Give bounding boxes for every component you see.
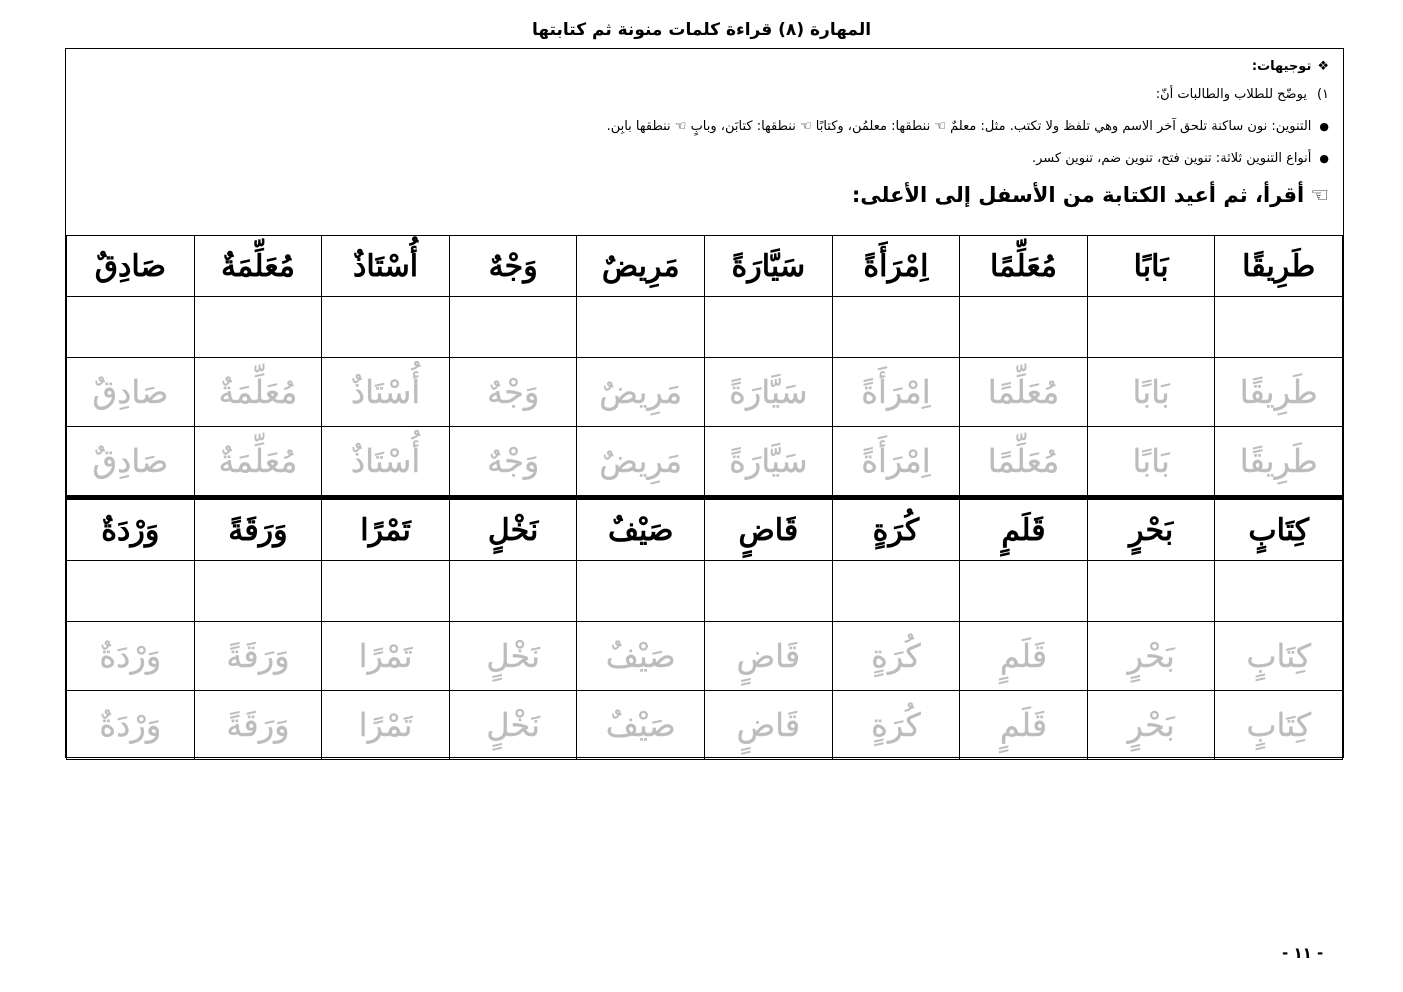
tracing-cell[interactable] xyxy=(322,427,450,498)
tracing-cell[interactable] xyxy=(449,622,577,691)
tracing-word: صَيْفٌ xyxy=(605,637,676,675)
word-cell: تَمْرًا xyxy=(322,498,450,561)
bullet-icon: ● xyxy=(1319,152,1329,165)
tracing-cell[interactable] xyxy=(960,358,1088,427)
tracing-cell[interactable] xyxy=(960,427,1088,498)
writing-cell[interactable] xyxy=(705,297,833,358)
word-cell: صَيْفٌ xyxy=(577,498,705,561)
tracing-word: مَرِيضٌ xyxy=(599,442,683,480)
tracing-cell[interactable] xyxy=(705,427,833,498)
tracing-cell[interactable] xyxy=(1087,427,1215,498)
word-cell: مُعَلِّمًا xyxy=(960,236,1088,297)
tracing-word: تَمْرًا xyxy=(358,637,413,675)
task-instruction xyxy=(80,181,1329,217)
tracing-cell[interactable] xyxy=(322,358,450,427)
tracing-word: اِمْرَأَةً xyxy=(861,373,931,411)
tracing-word: مَرِيضٌ xyxy=(599,373,683,411)
instructions-heading-text: توجيهات: xyxy=(1251,59,1312,74)
tracing-cell[interactable] xyxy=(194,427,322,498)
tracing-word: مُعَلِّمَةٌ xyxy=(218,442,298,480)
bullet-definition xyxy=(80,117,1329,149)
tracing-word: وَرَقَةً xyxy=(226,706,290,744)
writing-cell[interactable] xyxy=(322,297,450,358)
writing-cell[interactable] xyxy=(832,561,960,622)
item-number: ١) xyxy=(1316,87,1329,102)
tracing-word: سَيَّارَةً xyxy=(729,373,808,411)
tracing-cell[interactable] xyxy=(194,691,322,760)
writing-row xyxy=(67,561,1343,622)
page-title: المهارة (٨) قراءة كلمات منونة ثم كتابتها xyxy=(531,20,872,40)
tracing-cell[interactable] xyxy=(67,427,195,498)
tracing-row xyxy=(67,427,1343,498)
tracing-cell[interactable] xyxy=(705,622,833,691)
writing-row xyxy=(67,297,1343,358)
tracing-cell[interactable] xyxy=(577,427,705,498)
writing-cell[interactable] xyxy=(449,561,577,622)
tracing-word: بَابًا xyxy=(1132,373,1170,411)
tracing-word: مُعَلِّمًا xyxy=(987,442,1060,480)
word-cell: بَحْرٍ xyxy=(1087,498,1215,561)
tracing-cell[interactable] xyxy=(1087,622,1215,691)
tracing-cell[interactable] xyxy=(449,427,577,498)
tracing-cell[interactable] xyxy=(577,691,705,760)
instructions-heading xyxy=(80,57,1329,85)
tracing-word: نَخْلٍ xyxy=(486,637,541,675)
word-cell: وَجْهٌ xyxy=(449,236,577,297)
word-cell: طَرِيقًا xyxy=(1215,236,1343,297)
tracing-cell[interactable] xyxy=(194,358,322,427)
tracing-cell[interactable] xyxy=(960,691,1088,760)
tracing-word: أُسْتَاذٌ xyxy=(350,373,421,411)
word-cell: وَرَقَةً xyxy=(194,498,322,561)
word-cell: كِتَابٍ xyxy=(1215,498,1343,561)
tracing-cell[interactable] xyxy=(705,358,833,427)
writing-cell[interactable] xyxy=(832,297,960,358)
instruction-item xyxy=(80,85,1329,117)
tracing-cell[interactable] xyxy=(67,622,195,691)
word-cell: اِمْرَأَةً xyxy=(832,236,960,297)
tracing-word: وَرْدَةٌ xyxy=(99,706,162,744)
word-cell: مُعَلِّمَةٌ xyxy=(194,236,322,297)
tracing-cell[interactable] xyxy=(832,691,960,760)
tracing-word: نَخْلٍ xyxy=(486,706,541,744)
tracing-cell[interactable] xyxy=(832,358,960,427)
tracing-word: وَرَقَةً xyxy=(226,637,290,675)
tracing-word: طَرِيقًا xyxy=(1239,373,1318,411)
tracing-cell[interactable] xyxy=(577,358,705,427)
tracing-word: قَاضٍ xyxy=(736,706,801,744)
word-cell: بَابًا xyxy=(1087,236,1215,297)
tracing-word: كُرَةٍ xyxy=(871,637,921,675)
tracing-cell[interactable] xyxy=(449,358,577,427)
word-cell: نَخْلٍ xyxy=(449,498,577,561)
tracing-cell[interactable] xyxy=(322,691,450,760)
worksheet-frame xyxy=(65,48,1344,758)
writing-cell[interactable] xyxy=(960,561,1088,622)
tracing-word: مُعَلِّمًا xyxy=(987,373,1060,411)
word-cell: صَادِقٌ xyxy=(67,236,195,297)
tracing-word: طَرِيقًا xyxy=(1239,442,1318,480)
diamond-icon: ❖ xyxy=(1317,59,1329,74)
writing-cell[interactable] xyxy=(67,561,195,622)
tracing-word: قَاضٍ xyxy=(736,637,801,675)
tracing-word: بَابًا xyxy=(1132,442,1170,480)
bullet-definition-text: التنوين: نون ساكنة تلحق آخر الاسم وهي تلفظ ولا تكتب. مثل: معلمٌ ☜ ننطقها: معلمُن، وكتابًا ☜ ننطقها: كتابَن، وبابٍ ☜ ننطقها بابِن. xyxy=(606,119,1312,134)
writing-cell[interactable] xyxy=(960,297,1088,358)
bullet-types xyxy=(80,149,1329,181)
tracing-word: وَرْدَةٌ xyxy=(99,637,162,675)
tracing-word: اِمْرَأَةً xyxy=(861,442,931,480)
tracing-word: كُرَةٍ xyxy=(871,706,921,744)
bullet-types-text: أنواع التنوين ثلاثة: تنوين فتح، تنوين ضم، تنوين كسر. xyxy=(1032,151,1312,166)
word-cell: وَرْدَةٌ xyxy=(67,498,195,561)
tracing-word: صَادِقٌ xyxy=(92,442,169,480)
writing-cell[interactable] xyxy=(1215,297,1343,358)
tracing-word: كِتَابٍ xyxy=(1246,637,1312,675)
tracing-row xyxy=(67,622,1343,691)
item-text: يوضّح للطلاب والطالبات أنّ: xyxy=(1155,87,1307,102)
writing-cell[interactable] xyxy=(577,561,705,622)
tracing-cell[interactable] xyxy=(705,691,833,760)
word-cell: قَاضٍ xyxy=(705,498,833,561)
task-text: أقرأ، ثم أعيد الكتابة من الأسفل إلى الأعلى: xyxy=(851,183,1305,207)
tracing-word: أُسْتَاذٌ xyxy=(350,442,421,480)
word-cell: أُسْتَاذٌ xyxy=(322,236,450,297)
writing-cell[interactable] xyxy=(1087,561,1215,622)
writing-cell[interactable] xyxy=(1087,297,1215,358)
tracing-word: قَلَمٍ xyxy=(999,637,1048,675)
tracing-word: تَمْرًا xyxy=(358,706,413,744)
writing-cell[interactable] xyxy=(194,561,322,622)
bullet-icon: ● xyxy=(1319,120,1329,133)
tracing-word: بَحْرٍ xyxy=(1127,637,1175,675)
word-cell: قَلَمٍ xyxy=(960,498,1088,561)
writing-practice-table xyxy=(66,235,1343,760)
tracing-row xyxy=(67,358,1343,427)
tracing-cell[interactable] xyxy=(1087,691,1215,760)
tracing-cell[interactable] xyxy=(832,427,960,498)
tracing-word: وَجْهٌ xyxy=(486,373,540,411)
tracing-word: بَحْرٍ xyxy=(1127,706,1175,744)
tracing-cell[interactable] xyxy=(960,622,1088,691)
tracing-cell[interactable] xyxy=(577,622,705,691)
tracing-cell[interactable] xyxy=(832,622,960,691)
tracing-cell[interactable] xyxy=(67,691,195,760)
tracing-cell[interactable] xyxy=(449,691,577,760)
tracing-cell[interactable] xyxy=(1215,358,1343,427)
tracing-cell[interactable] xyxy=(322,622,450,691)
word-row xyxy=(67,236,1343,297)
word-row xyxy=(67,498,1343,561)
tracing-word: قَلَمٍ xyxy=(999,706,1048,744)
tracing-cell[interactable] xyxy=(1087,358,1215,427)
tracing-cell[interactable] xyxy=(1215,691,1343,760)
writing-cell[interactable] xyxy=(322,561,450,622)
tracing-row xyxy=(67,691,1343,760)
tracing-word: سَيَّارَةً xyxy=(729,442,808,480)
tracing-word: مُعَلِّمَةٌ xyxy=(218,373,298,411)
tracing-cell[interactable] xyxy=(194,622,322,691)
pointing-hand-icon: ☜ xyxy=(1310,183,1329,207)
tracing-word: كِتَابٍ xyxy=(1246,706,1312,744)
word-cell: كُرَةٍ xyxy=(832,498,960,561)
tracing-cell[interactable] xyxy=(1215,622,1343,691)
writing-cell[interactable] xyxy=(194,297,322,358)
tracing-word: وَجْهٌ xyxy=(486,442,540,480)
page-number: - ١١ - xyxy=(1282,944,1324,962)
tracing-word: صَيْفٌ xyxy=(605,706,676,744)
writing-cell[interactable] xyxy=(449,297,577,358)
word-cell: مَرِيضٌ xyxy=(577,236,705,297)
writing-cell[interactable] xyxy=(577,297,705,358)
writing-cell[interactable] xyxy=(705,561,833,622)
writing-cell[interactable] xyxy=(67,297,195,358)
instructions-section xyxy=(66,49,1343,235)
writing-cell[interactable] xyxy=(1215,561,1343,622)
tracing-cell[interactable] xyxy=(1215,427,1343,498)
tracing-cell[interactable] xyxy=(67,358,195,427)
word-cell: سَيَّارَةً xyxy=(705,236,833,297)
tracing-word: صَادِقٌ xyxy=(92,373,169,411)
